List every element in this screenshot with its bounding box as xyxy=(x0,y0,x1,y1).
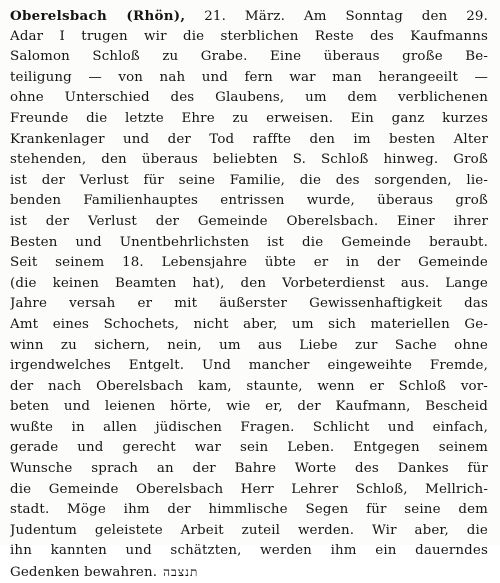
article-line: winn zu sichern, nein, um aus Liebe zur Sache ohne xyxy=(10,337,488,353)
article-place-heading: Oberelsbach (Rhön), xyxy=(10,8,186,24)
article-line: Freunde die letzte Ehre zu erweisen. Ein ganz kurzes xyxy=(10,110,488,126)
article-line: der nach Oberelsbach kam, staunte, wenn er Schloß vor- xyxy=(10,378,488,394)
article-line: wußte in allen jüdischen Fragen. Schlicht und einfach, xyxy=(10,419,488,435)
article-line: ist der Verlust für seine Familie, die des sorgenden, lie- xyxy=(10,172,488,188)
article-date-text: 21. März. Am Sonntag den 29. xyxy=(185,9,488,24)
article-line: beten und leienen hörte, wie er, der Kaufmann, Bescheid xyxy=(10,399,488,415)
article-line: ohne Unterschied des Glaubens, um dem verblichenen xyxy=(10,90,488,106)
article-line: Krankenlager und der Tod raffte den im besten Alter xyxy=(10,131,488,147)
article-line: ihn kannten und schätzten, werden ihm ein dauerndes xyxy=(10,543,488,559)
article-closing-text: Gedenken bewahren. xyxy=(10,565,158,581)
article-line: Seit seinem 18. Lebensjahre übte er in der Gemeinde xyxy=(10,255,488,271)
article-line: stehenden, den überaus beliebten S. Schloß hinweg. Groß xyxy=(10,152,488,168)
article-line: stadt. Möge ihm der himmlische Segen für seine dem xyxy=(10,502,488,518)
article-line: Adar I trugen wir die sterblichen Reste des Kaufmanns xyxy=(10,28,488,44)
article-line: Wunsche sprach an der Bahre Worte des Dankes für xyxy=(10,461,488,477)
article-line: ist der Verlust der Gemeinde Oberelsbach. Einer ihrer xyxy=(10,213,488,229)
article-line: Salomon Schloß zu Grabe. Eine überaus große Be- xyxy=(10,49,488,65)
hebrew-abbreviation: תנצבה xyxy=(163,565,199,580)
article-line: Besten und Unentbehrlichsten ist die Gemeinde beraubt. xyxy=(10,234,488,250)
article-line: die Gemeinde Oberelsbach Herr Lehrer Schloß, Mellrich- xyxy=(10,481,488,497)
article-line: Jahre versah er mit äußerster Gewissenhaftigkeit das xyxy=(10,296,488,312)
article-line: gerade und gerecht war sein Leben. Entgegen seinem xyxy=(10,440,488,456)
article-body xyxy=(10,27,488,562)
article-line: irgendwelches Entgelt. Und mancher eingeweihte Fremde, xyxy=(10,358,488,374)
article-line: Amt eines Schochets, nicht aber, um sich materiellen Ge- xyxy=(10,316,488,332)
article-line: (die keinen Beamten hat), den Vorbeterdienst aus. Lange xyxy=(10,275,488,291)
article-line: teiligung — von nah und fern war man herangeeilt — xyxy=(10,69,488,85)
article-line: benden Familienhauptes entrissen wurde, überaus groß xyxy=(10,193,488,209)
article-last-line xyxy=(10,562,488,583)
article-line: Judentum geleistete Arbeit zuteil werden. Wir aber, die xyxy=(10,522,488,538)
article-first-line xyxy=(10,6,488,27)
